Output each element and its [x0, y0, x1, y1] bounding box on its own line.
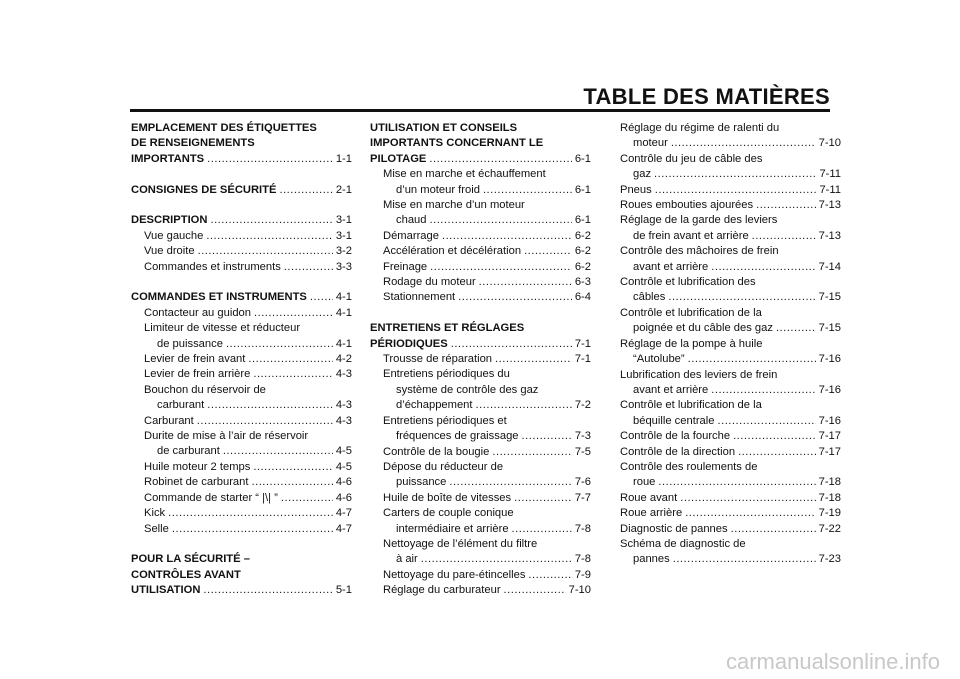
toc-entry[interactable] — [620, 506, 841, 521]
toc-page-number: 7-10 — [568, 584, 591, 597]
toc-page-number: 6-2 — [574, 245, 591, 258]
toc-leader-dots — [172, 522, 333, 537]
toc-page-number: 6-1 — [574, 214, 591, 227]
toc-entry-label: à air — [396, 553, 418, 566]
toc-leader-dots — [281, 491, 333, 506]
toc-entry-label: avant et arrière — [633, 260, 709, 273]
toc-leader-dots — [673, 552, 816, 567]
toc-line: Contrôle et lubrification des — [620, 276, 756, 289]
toc-page-number: 4-2 — [335, 353, 352, 366]
toc-section-heading: POUR LA SÉCURITÉ – — [131, 553, 250, 566]
toc-page-number: 6-1 — [574, 183, 591, 196]
toc-entry[interactable] — [131, 506, 352, 521]
toc-column-1 — [131, 121, 352, 599]
toc-line: Schéma de diagnostic de — [620, 537, 746, 550]
footer — [0, 647, 960, 679]
toc-leader-dots — [738, 445, 816, 460]
toc-entry[interactable] — [131, 491, 352, 506]
toc-entry[interactable] — [370, 229, 591, 244]
toc-page-number: 6-2 — [574, 260, 591, 273]
toc-page-number: 3-3 — [335, 260, 352, 273]
toc-entry-label: Roue avant — [620, 491, 678, 504]
toc-entry-label: Vue gauche — [144, 229, 204, 242]
toc-page-number: 7-9 — [574, 568, 591, 581]
toc-page-number: 7-18 — [818, 476, 841, 489]
toc-spacer — [131, 537, 352, 552]
toc-page-number: 7-11 — [819, 168, 841, 181]
toc-leader-dots — [752, 229, 816, 244]
toc-page-number: 3-2 — [335, 245, 352, 258]
toc-leader-dots — [207, 152, 333, 167]
toc-leader-dots — [685, 506, 815, 521]
toc-leader-dots — [504, 583, 566, 598]
toc-entry-label: Commande de starter “ |\| ” — [144, 491, 278, 504]
toc-section-entry[interactable] — [131, 290, 352, 305]
toc-entry-label: Contrôle de la fourche — [620, 430, 731, 443]
toc-entry-label: DESCRIPTION — [131, 214, 208, 227]
toc-page-number: 7-8 — [574, 522, 591, 535]
toc-leader-dots — [680, 491, 815, 506]
toc-leader-dots — [476, 398, 572, 413]
toc-entry[interactable] — [370, 552, 591, 567]
toc-leader-dots — [483, 183, 572, 198]
toc-entry-label: Carburant — [144, 414, 194, 427]
toc-leader-dots — [203, 583, 332, 598]
toc-leader-dots — [733, 429, 816, 444]
toc-entry-label: Vue droite — [144, 245, 195, 258]
toc-entry[interactable] — [620, 383, 841, 398]
toc-entry-label: Levier de frein arrière — [144, 368, 251, 381]
toc-entry-label: chaud — [396, 214, 427, 227]
toc-entry[interactable] — [620, 321, 841, 336]
toc-entry[interactable] — [370, 260, 591, 275]
toc-entry-label: COMMANDES ET INSTRUMENTS — [131, 291, 307, 304]
toc-leader-dots — [528, 568, 571, 583]
toc-page-number: 7-17 — [818, 445, 841, 458]
toc-entry[interactable] — [131, 367, 352, 382]
toc-line: Contrôle des mâchoires de frein — [620, 245, 779, 258]
toc-leader-dots — [197, 414, 333, 429]
toc-leader-dots — [756, 198, 816, 213]
toc-leader-dots — [284, 260, 333, 275]
toc-page-number: 7-13 — [818, 199, 841, 212]
toc-entry[interactable] — [620, 522, 841, 537]
toc-leader-dots — [711, 383, 815, 398]
toc-leader-dots — [522, 429, 572, 444]
toc-entry[interactable] — [131, 244, 352, 259]
toc-entry-label: Roue arrière — [620, 507, 683, 520]
toc-page-number: 4-1 — [335, 306, 352, 319]
toc-spacer — [370, 306, 591, 321]
toc-leader-dots — [421, 552, 572, 567]
toc-entry[interactable] — [620, 352, 841, 367]
toc-line: Carters de couple conique — [383, 507, 514, 520]
toc-line: Réglage de la garde des leviers — [620, 214, 778, 227]
toc-entry[interactable] — [131, 414, 352, 429]
toc-line: Contrôle du jeu de câble des — [620, 152, 763, 165]
toc-page-number: 6-1 — [574, 152, 591, 165]
toc-page-number: 2-1 — [335, 183, 352, 196]
toc-line: Réglage du régime de ralenti du — [620, 122, 780, 134]
toc-leader-dots — [248, 352, 332, 367]
toc-entry[interactable] — [620, 445, 841, 460]
toc-entry-label: Levier de frein avant — [144, 353, 246, 366]
toc-entry[interactable] — [131, 352, 352, 367]
toc-entry[interactable] — [370, 475, 591, 490]
toc-line: Dépose du réducteur de — [383, 460, 504, 473]
toc-leader-dots — [207, 398, 333, 413]
toc-leader-dots — [668, 290, 815, 305]
toc-entry-label: roue — [633, 476, 656, 489]
toc-page-number: 7-8 — [574, 553, 591, 566]
toc-page-number: 3-1 — [335, 229, 352, 242]
toc-section-entry[interactable] — [370, 152, 591, 167]
toc-entry[interactable] — [131, 522, 352, 537]
toc-entry-label: Roues embouties ajourées — [620, 199, 754, 212]
toc-entry-label: UTILISATION — [131, 584, 201, 597]
toc-entry-label: moteur — [633, 137, 668, 150]
toc-page-number: 4-6 — [335, 491, 352, 504]
toc-page-number: 6-4 — [574, 291, 591, 304]
toc-entry[interactable] — [131, 260, 352, 275]
toc-leader-dots — [310, 290, 333, 305]
toc-entry[interactable] — [620, 183, 841, 198]
toc-page-number: 4-7 — [335, 522, 352, 535]
toc-leader-dots — [479, 275, 572, 290]
toc-page-number: 7-23 — [818, 553, 841, 566]
toc-entry[interactable] — [370, 244, 591, 259]
toc-section-heading: CONTRÔLES AVANT — [131, 568, 241, 581]
toc-entry[interactable] — [620, 136, 841, 151]
toc-entry-label: carburant — [157, 399, 205, 412]
toc-entry-label: câbles — [633, 291, 666, 304]
toc-page-number: 6-2 — [574, 229, 591, 242]
toc-leader-dots — [776, 321, 816, 336]
toc-page-number: 7-7 — [574, 491, 591, 504]
toc-leader-dots — [731, 522, 816, 537]
toc-page-number: 4-1 — [335, 291, 352, 304]
toc-column-2 — [370, 121, 591, 599]
toc-leader-dots — [430, 260, 572, 275]
toc-entry-label: Huile de boîte de vitesses — [383, 491, 512, 504]
toc-entry-label: de puissance — [157, 337, 223, 350]
toc-page-number: 7-16 — [818, 383, 841, 396]
toc-entry-label: Contacteur au guidon — [144, 306, 251, 319]
toc-entry-label: béquille centrale — [633, 414, 715, 427]
toc-entry[interactable] — [131, 460, 352, 475]
toc-section-entry[interactable] — [131, 152, 352, 167]
toc-section-entry[interactable] — [131, 183, 352, 198]
toc-entry[interactable] — [370, 290, 591, 305]
toc-line: Contrôle des roulements de — [620, 460, 758, 473]
toc-leader-dots — [458, 290, 572, 305]
toc-entry-label: intermédiaire et arrière — [396, 522, 509, 535]
toc-page-number: 7-13 — [818, 229, 841, 242]
toc-leader-dots — [492, 445, 571, 460]
toc-leader-dots — [495, 352, 572, 367]
toc-entry-label: Nettoyage du pare-étincelles — [383, 568, 526, 581]
toc-leader-dots — [254, 306, 333, 321]
toc-line: Durite de mise à l’air de réservoir — [144, 430, 309, 443]
toc-entry[interactable] — [620, 167, 841, 182]
toc-entry[interactable] — [620, 414, 841, 429]
toc-entry-label: PILOTAGE — [370, 152, 427, 165]
toc-page-number: 7-18 — [818, 491, 841, 504]
toc-entry-label: IMPORTANTS — [131, 152, 205, 165]
toc-entry[interactable] — [620, 552, 841, 567]
toc-entry[interactable] — [131, 229, 352, 244]
toc-page-number: 6-3 — [574, 276, 591, 289]
toc-entry[interactable] — [370, 183, 591, 198]
toc-entry-label: fréquences de graissage — [396, 430, 519, 443]
toc-entry-label: poignée et du câble des gaz — [633, 322, 773, 335]
toc-leader-dots — [654, 167, 816, 182]
toc-leader-dots — [688, 352, 816, 367]
toc-entry[interactable] — [370, 522, 591, 537]
toc-page-number: 7-1 — [574, 337, 591, 350]
toc-entry-label: d’un moteur froid — [396, 183, 480, 196]
toc-page-number: 3-1 — [335, 214, 352, 227]
toc-page-number: 7-17 — [818, 430, 841, 443]
toc-line: Mise en marche et échauffement — [383, 168, 546, 181]
toc-page-number: 7-5 — [574, 445, 591, 458]
toc-entry-label: Contrôle de la direction — [620, 445, 736, 458]
toc-entry[interactable] — [131, 398, 352, 413]
toc-page-number: 7-11 — [819, 183, 841, 196]
toc-leader-dots — [253, 367, 332, 382]
toc-entry-label: gaz — [633, 168, 652, 181]
toc-entry[interactable] — [131, 337, 352, 352]
toc-entry[interactable] — [131, 444, 352, 459]
toc-leader-dots — [226, 337, 333, 352]
toc-page-number: 7-22 — [818, 522, 841, 535]
toc-leader-dots — [514, 491, 572, 506]
toc-page-number: 7-10 — [818, 137, 841, 150]
toc-leader-dots — [223, 444, 333, 459]
toc-entry-label: d’échappement — [396, 399, 473, 412]
toc-leader-dots — [711, 260, 815, 275]
toc-entry-label: Robinet de carburant — [144, 476, 249, 489]
toc-page-number: 7-16 — [818, 414, 841, 427]
toc-page-number: 7-3 — [574, 430, 591, 443]
toc-entry[interactable] — [620, 198, 841, 213]
toc-page-number: 7-14 — [818, 260, 841, 273]
toc-entry-label: pannes — [633, 553, 670, 566]
toc-leader-dots — [210, 213, 332, 228]
title-rule — [130, 109, 830, 112]
toc-section-heading: DE RENSEIGNEMENTS — [131, 137, 255, 150]
toc-line: Mise en marche d’un moteur — [383, 199, 525, 212]
toc-entry[interactable] — [370, 213, 591, 228]
toc-entry-label: Réglage du carburateur — [383, 584, 501, 597]
toc-entry[interactable] — [370, 445, 591, 460]
toc-line: Contrôle et lubrification de la — [620, 306, 762, 319]
toc-leader-dots — [658, 475, 815, 490]
toc-line: Bouchon du réservoir de — [144, 383, 266, 396]
toc-leader-dots — [717, 414, 815, 429]
toc-line: Entretiens périodiques et — [383, 414, 507, 427]
watermark: carmanualsonline.info — [725, 649, 940, 674]
toc-entry-label: puissance — [396, 476, 447, 489]
toc-entry-label: Freinage — [383, 260, 428, 273]
toc-section-entry[interactable] — [370, 337, 591, 352]
toc-page-number: 4-7 — [335, 507, 352, 520]
toc-entry-label: Commandes et instruments — [144, 260, 281, 273]
toc-page-number: 7-2 — [574, 399, 591, 412]
toc-page-number: 4-5 — [335, 460, 352, 473]
toc-leader-dots — [253, 460, 333, 475]
toc-section-heading: IMPORTANTS CONCERNANT LE — [370, 137, 544, 150]
toc-line: Entretiens périodiques du — [383, 368, 510, 381]
toc-page-number: 7-1 — [574, 353, 591, 366]
toc-column-3 — [620, 121, 841, 568]
toc-entry-label: Démarrage — [383, 229, 439, 242]
toc-leader-dots — [206, 229, 333, 244]
toc-entry[interactable] — [370, 398, 591, 413]
toc-page-number: 4-5 — [335, 445, 352, 458]
toc-entry-label: PÉRIODIQUES — [370, 337, 448, 350]
toc-leader-dots — [429, 213, 571, 228]
toc-spacer — [131, 167, 352, 182]
toc-entry[interactable] — [620, 429, 841, 444]
toc-leader-dots — [168, 506, 333, 521]
toc-entry-label: avant et arrière — [633, 383, 709, 396]
toc-entry-label: Diagnostic de pannes — [620, 522, 728, 535]
toc-leader-dots — [449, 475, 571, 490]
toc-entry-label: Kick — [144, 507, 166, 520]
toc-spacer — [131, 275, 352, 290]
toc-section-heading: ENTRETIENS ET RÉGLAGES — [370, 322, 525, 335]
toc-leader-dots — [279, 183, 332, 198]
toc-leader-dots — [671, 136, 816, 151]
toc-entry[interactable] — [370, 583, 591, 598]
toc-entry[interactable] — [370, 491, 591, 506]
toc-leader-dots — [251, 475, 332, 490]
toc-page-number: 4-6 — [335, 476, 352, 489]
toc-entry-label: de frein avant et arrière — [633, 229, 749, 242]
toc-leader-dots — [524, 244, 572, 259]
toc-entry-label: “Autolube” — [633, 353, 685, 366]
toc-page-number: 4-3 — [335, 399, 352, 412]
toc-entry[interactable] — [620, 229, 841, 244]
toc-entry-label: Pneus — [620, 183, 652, 196]
toc-page-number: 4-3 — [335, 368, 352, 381]
toc-page-number: 4-1 — [335, 337, 352, 350]
toc-section-entry[interactable] — [131, 583, 352, 598]
toc-entry-label: CONSIGNES DE SÉCURITÉ — [131, 183, 277, 196]
toc-entry[interactable] — [620, 475, 841, 490]
page-title: TABLE DES MATIÈRES — [583, 84, 830, 109]
toc-page-number: 7-16 — [818, 353, 841, 366]
toc-entry[interactable] — [370, 275, 591, 290]
toc-leader-dots — [655, 183, 817, 198]
toc-line: Réglage de la pompe à huile — [620, 337, 763, 350]
toc-page-number: 7-15 — [818, 322, 841, 335]
toc-spacer — [131, 198, 352, 213]
toc-leader-dots — [429, 152, 571, 167]
toc-entry[interactable] — [131, 306, 352, 321]
toc-page-number: 7-15 — [818, 291, 841, 304]
toc-page-number: 4-3 — [335, 414, 352, 427]
toc-leader-dots — [442, 229, 572, 244]
toc-entry-label: Contrôle de la bougie — [383, 445, 490, 458]
toc-entry-label: Stationnement — [383, 291, 456, 304]
toc-page-number: 1-1 — [335, 152, 352, 165]
toc-entry[interactable] — [131, 475, 352, 490]
toc-page-number: 7-19 — [818, 507, 841, 520]
toc-entry-label: de carburant — [157, 445, 220, 458]
toc-page-number: 5-1 — [335, 584, 352, 597]
toc-section-heading: UTILISATION ET CONSEILS — [370, 122, 518, 134]
toc-leader-dots — [451, 337, 572, 352]
toc-entry[interactable] — [620, 491, 841, 506]
toc-entry-label: Selle — [144, 522, 169, 535]
toc-page-number: 7-6 — [574, 476, 591, 489]
toc-section-heading: EMPLACEMENT DES ÉTIQUETTES — [131, 122, 317, 134]
toc-leader-dots — [198, 244, 333, 259]
toc-line: Nettoyage de l’élément du filtre — [383, 537, 538, 550]
toc-entry-label: Accélération et décélération — [383, 245, 522, 258]
toc-entry[interactable] — [370, 568, 591, 583]
toc-section-entry[interactable] — [131, 213, 352, 228]
toc-entry-label: Trousse de réparation — [383, 353, 493, 366]
toc-leader-dots — [512, 522, 572, 537]
toc-entry-label: Huile moteur 2 temps — [144, 460, 251, 473]
toc-line: Limiteur de vitesse et réducteur — [144, 322, 301, 335]
toc-entry[interactable] — [370, 429, 591, 444]
toc-entry[interactable] — [620, 290, 841, 305]
toc-entry-label: Rodage du moteur — [383, 276, 476, 289]
toc-line: Lubrification des leviers de frein — [620, 368, 778, 381]
toc-entry[interactable] — [620, 260, 841, 275]
toc-entry[interactable] — [370, 352, 591, 367]
toc-line: Contrôle et lubrification de la — [620, 399, 762, 412]
toc-line: système de contrôle des gaz — [396, 383, 539, 396]
